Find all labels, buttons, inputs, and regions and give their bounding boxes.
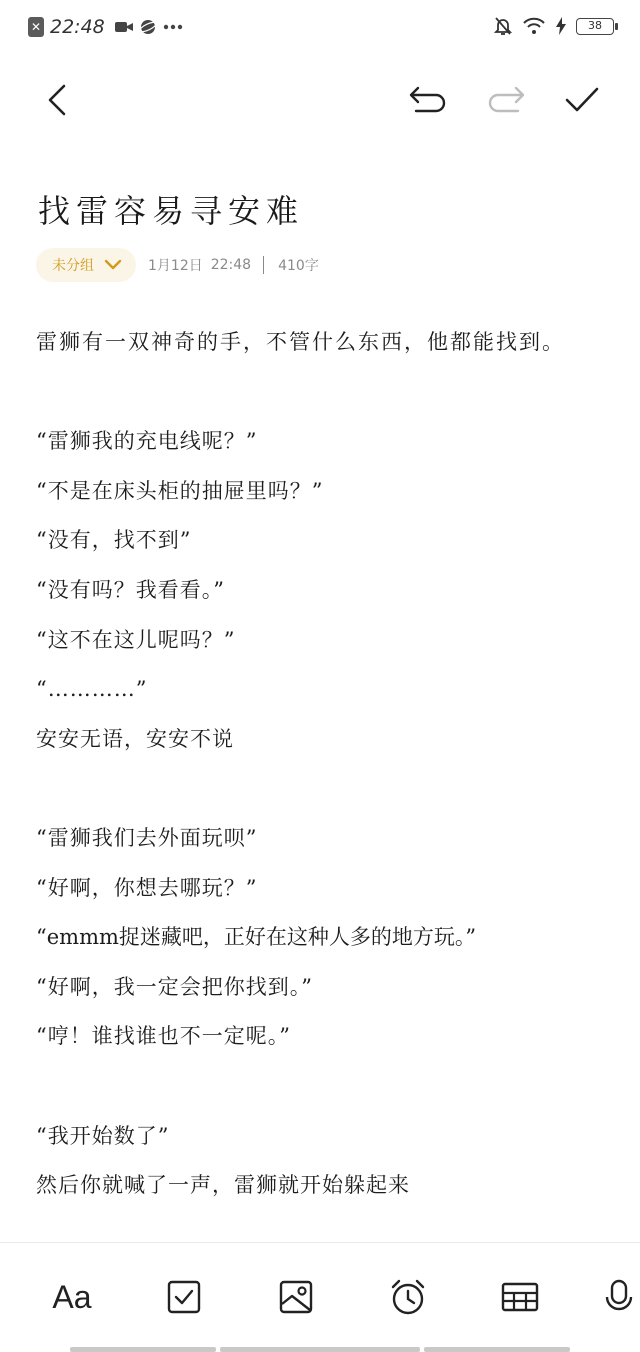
nav-indicator	[220, 1347, 420, 1352]
undo-icon	[408, 84, 448, 116]
alarm-button[interactable]	[380, 1273, 436, 1321]
alarm-icon	[389, 1278, 427, 1316]
wifi-icon	[522, 17, 546, 35]
done-button[interactable]	[558, 76, 606, 124]
note-date: 1月12日	[148, 258, 203, 274]
note-line: “雷狮我们去外面玩呗”	[36, 825, 258, 850]
planet-icon	[139, 18, 157, 36]
charging-icon	[556, 17, 566, 35]
redo-icon	[486, 84, 526, 116]
battery-icon: 38	[576, 18, 614, 35]
voice-button[interactable]	[604, 1273, 640, 1321]
note-line: 然后你就喊了一声，雷狮就开始躲起来	[36, 1173, 410, 1198]
image-button[interactable]	[268, 1273, 324, 1321]
table-icon	[501, 1282, 539, 1312]
status-time: 22:48	[50, 16, 105, 38]
note-line: “不是在床头柜的抽屉里吗？”	[36, 478, 324, 503]
note-line: 雷狮有一双神奇的手，不管什么东西，他都能找到。	[36, 330, 565, 354]
note-line: “好啊，你想去哪玩？”	[36, 875, 258, 900]
bell-off-icon	[494, 16, 512, 36]
note-line	[36, 368, 616, 418]
video-icon	[115, 20, 133, 34]
more-dots-icon	[163, 24, 183, 30]
app-close-icon: ✕	[28, 17, 44, 37]
note-line: “…………”	[36, 677, 148, 702]
check-icon	[564, 86, 600, 114]
note-line: “我开始数了”	[36, 1123, 170, 1148]
note-line	[36, 764, 616, 814]
note-time: 22:48	[210, 257, 252, 273]
note-body[interactable]	[36, 318, 616, 1211]
meta-divider	[263, 256, 264, 274]
note-line: “好啊，我一定会把你找到。”	[36, 974, 313, 999]
group-selector[interactable]	[36, 248, 136, 282]
note-title[interactable]: 找雷容易寻安难	[38, 192, 305, 230]
status-bar	[0, 0, 640, 58]
nav-indicator	[424, 1347, 570, 1352]
image-icon	[279, 1280, 313, 1314]
back-icon	[46, 84, 70, 116]
redo-button[interactable]	[482, 76, 530, 124]
microphone-icon	[604, 1279, 634, 1315]
word-count: 410字	[278, 258, 319, 274]
checklist-icon	[167, 1280, 201, 1314]
chevron-down-icon	[104, 259, 122, 271]
checklist-button[interactable]	[156, 1273, 212, 1321]
back-button[interactable]	[34, 76, 82, 124]
editor-toolbar	[0, 70, 640, 130]
note-line: “没有，找不到”	[36, 528, 192, 553]
note-line: “没有吗？我看看。”	[36, 577, 225, 602]
note-line: “emmm捉迷藏吧，正好在这种人多的地方玩。”	[36, 925, 477, 950]
note-line: “这不在这儿呢吗？”	[36, 627, 236, 652]
format-toolbar	[0, 1242, 640, 1352]
note-line: 安安无语，安安不说	[36, 726, 234, 751]
undo-button[interactable]	[404, 76, 452, 124]
text-format-button[interactable]	[44, 1273, 100, 1321]
text-format-label: Aa	[52, 1278, 92, 1315]
note-line: “雷狮我的充电线呢？”	[36, 429, 258, 454]
group-label: 未分组	[52, 258, 94, 274]
table-button[interactable]	[492, 1273, 548, 1321]
nav-indicator	[70, 1347, 216, 1352]
note-meta	[36, 248, 319, 282]
note-line	[36, 1062, 616, 1112]
note-line: “哼！谁找谁也不一定呢。”	[36, 1024, 291, 1049]
